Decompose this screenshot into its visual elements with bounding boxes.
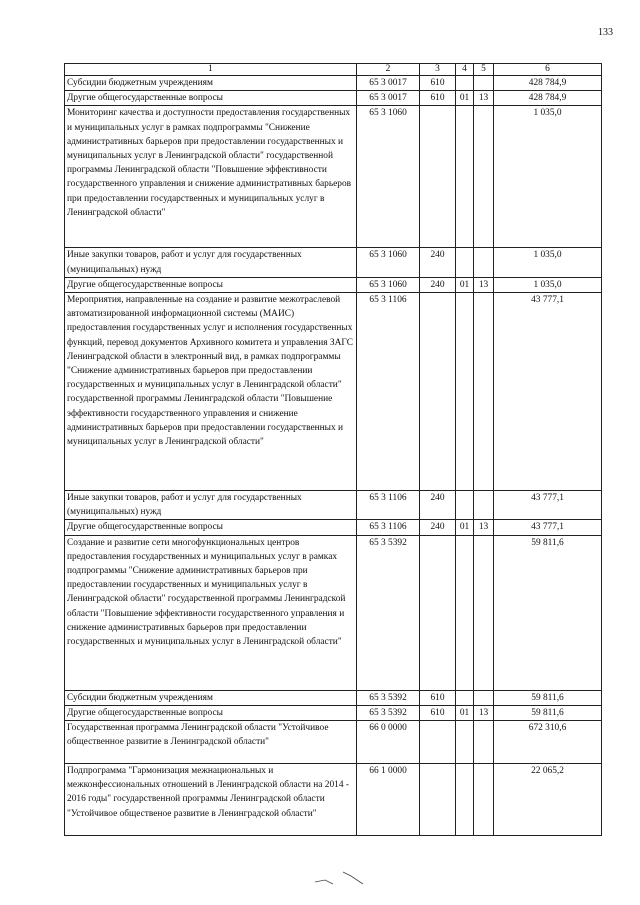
row-vr: 240: [420, 248, 456, 277]
table-row: [65, 277, 602, 292]
row-code: 65 3 5392: [357, 690, 420, 705]
table-row: [65, 690, 602, 705]
row-amount: 428 784,9: [494, 91, 602, 106]
row-rz: 01: [456, 520, 474, 535]
row-amount: 672 310,6: [494, 721, 602, 764]
row-name: Мероприятия, направленные на создание и развитие межотраслевой автоматизированной информационной системы (МАИС) предоставления государственных услуг и исполнения государственных функций, перевод документов Архивного комитета и управления ЗАГС Ленинградской области в электронный вид, в рамках подпрограммы "Снижение административных барьеров при предоставлении государственных и муниципальных услуг в Ленинградской области" государственной программы Ленинградской области "Повышение эффективности государственного управления и снижение административных барьеров при предоставлении государственных и муниципальных услуг в Ленинградской области": [65, 293, 357, 491]
row-rz: [456, 491, 474, 520]
row-pr: [474, 293, 494, 491]
row-vr: 610: [420, 76, 456, 91]
row-amount: 1 035,0: [494, 106, 602, 248]
row-code: 65 3 0017: [357, 76, 420, 91]
table-row: [65, 106, 602, 248]
header-cell-code: 2: [357, 64, 420, 76]
row-vr: 240: [420, 491, 456, 520]
table-row: [65, 248, 602, 277]
table-row: [65, 535, 602, 690]
row-rz: [456, 76, 474, 91]
table-row: [65, 91, 602, 106]
row-pr: [474, 491, 494, 520]
table-row: [65, 520, 602, 535]
row-vr: 240: [420, 277, 456, 292]
row-pr: 13: [474, 277, 494, 292]
header-cell-vr: 3: [420, 64, 456, 76]
row-amount: 43 777,1: [494, 491, 602, 520]
row-name: Иные закупки товаров, работ и услуг для государственных (муниципальных) нужд: [65, 491, 357, 520]
row-pr: [474, 721, 494, 764]
row-name: Иные закупки товаров, работ и услуг для государственных (муниципальных) нужд: [65, 248, 357, 277]
table-row: [65, 491, 602, 520]
row-pr: 13: [474, 91, 494, 106]
row-name: Субсидии бюджетным учреждениям: [65, 76, 357, 91]
table-row: [65, 293, 602, 491]
row-code: 66 1 0000: [357, 764, 420, 836]
row-name: Другие общегосударственные вопросы: [65, 520, 357, 535]
row-name: Другие общегосударственные вопросы: [65, 705, 357, 720]
row-vr: [420, 721, 456, 764]
row-pr: [474, 76, 494, 91]
row-rz: [456, 690, 474, 705]
row-name: Другие общегосударственные вопросы: [65, 277, 357, 292]
row-vr: 610: [420, 690, 456, 705]
row-vr: 240: [420, 520, 456, 535]
row-code: 65 3 0017: [357, 91, 420, 106]
row-amount: 1 035,0: [494, 277, 602, 292]
header-cell-rz: 4: [456, 64, 474, 76]
row-vr: 610: [420, 705, 456, 720]
row-rz: 01: [456, 91, 474, 106]
row-rz: [456, 535, 474, 690]
row-name: Мониторинг качества и доступности предоставления государственных и муниципальных услуг в рамках подпрограммы "Снижение административных барьеров при предоставлении государственных и муниципальных услуг в Ленинградской области" государственной программы Ленинградской области "Повышение эффективности государственного управления и снижение административных барьеров при предоставлении государственных и муниципальных услуг в Ленинградской области": [65, 106, 357, 248]
header-cell-amount: 6: [494, 64, 602, 76]
row-rz: 01: [456, 277, 474, 292]
row-name: Субсидии бюджетным учреждениям: [65, 690, 357, 705]
row-amount: 59 811,6: [494, 705, 602, 720]
budget-table: [64, 63, 602, 836]
row-code: 65 3 5392: [357, 705, 420, 720]
pen-mark: [313, 868, 365, 888]
row-pr: [474, 106, 494, 248]
row-vr: 610: [420, 91, 456, 106]
row-vr: [420, 764, 456, 836]
row-name: Создание и развитие сети многофункциональных центров предоставления государственных и муниципальных услуг в рамках подпрограммы "Снижение административных барьеров при предоставлении государственных и муниципальных услуг в Ленинградской области" государственной программы Ленинградской области "Повышение эффективности государственного управления и снижение административных барьеров при предоставлении государственных и муниципальных услуг в Ленинградской области": [65, 535, 357, 690]
row-name: Другие общегосударственные вопросы: [65, 91, 357, 106]
header-cell-name: 1: [65, 64, 357, 76]
row-rz: 01: [456, 705, 474, 720]
row-name: Государственная программа Ленинградской области "Устойчивое общественное развитие в Ленинградской области": [65, 721, 357, 764]
row-amount: 1 035,0: [494, 248, 602, 277]
header-cell-pr: 5: [474, 64, 494, 76]
row-pr: 13: [474, 705, 494, 720]
row-name: Подпрограмма "Гармонизация межнациональных и межконфессиональных отношений в Ленинградской области на 2014 - 2016 годы" государственной программы Ленинградской области "Устойчивое общественое развитие в Ленинградской области": [65, 764, 357, 836]
row-amount: 43 777,1: [494, 520, 602, 535]
row-pr: [474, 535, 494, 690]
table-header-row: [65, 64, 602, 76]
row-code: 65 3 1060: [357, 106, 420, 248]
page-number: 133: [598, 27, 613, 38]
row-code: 65 3 1060: [357, 277, 420, 292]
row-rz: [456, 248, 474, 277]
row-code: 65 3 1106: [357, 293, 420, 491]
row-code: 65 3 1060: [357, 248, 420, 277]
row-code: 66 0 0000: [357, 721, 420, 764]
table-row: [65, 721, 602, 764]
row-vr: [420, 106, 456, 248]
row-rz: [456, 764, 474, 836]
row-pr: 13: [474, 520, 494, 535]
row-rz: [456, 721, 474, 764]
row-amount: 43 777,1: [494, 293, 602, 491]
row-amount: 22 065,2: [494, 764, 602, 836]
row-vr: [420, 535, 456, 690]
row-code: 65 3 1106: [357, 520, 420, 535]
row-code: 65 3 1106: [357, 491, 420, 520]
row-code: 65 3 5392: [357, 535, 420, 690]
row-rz: [456, 293, 474, 491]
row-amount: 59 811,6: [494, 535, 602, 690]
row-rz: [456, 106, 474, 248]
table-row: [65, 705, 602, 720]
row-pr: [474, 690, 494, 705]
row-amount: 428 784,9: [494, 76, 602, 91]
row-vr: [420, 293, 456, 491]
table-row: [65, 76, 602, 91]
table-row: [65, 764, 602, 836]
row-pr: [474, 764, 494, 836]
row-pr: [474, 248, 494, 277]
row-amount: 59 811,6: [494, 690, 602, 705]
